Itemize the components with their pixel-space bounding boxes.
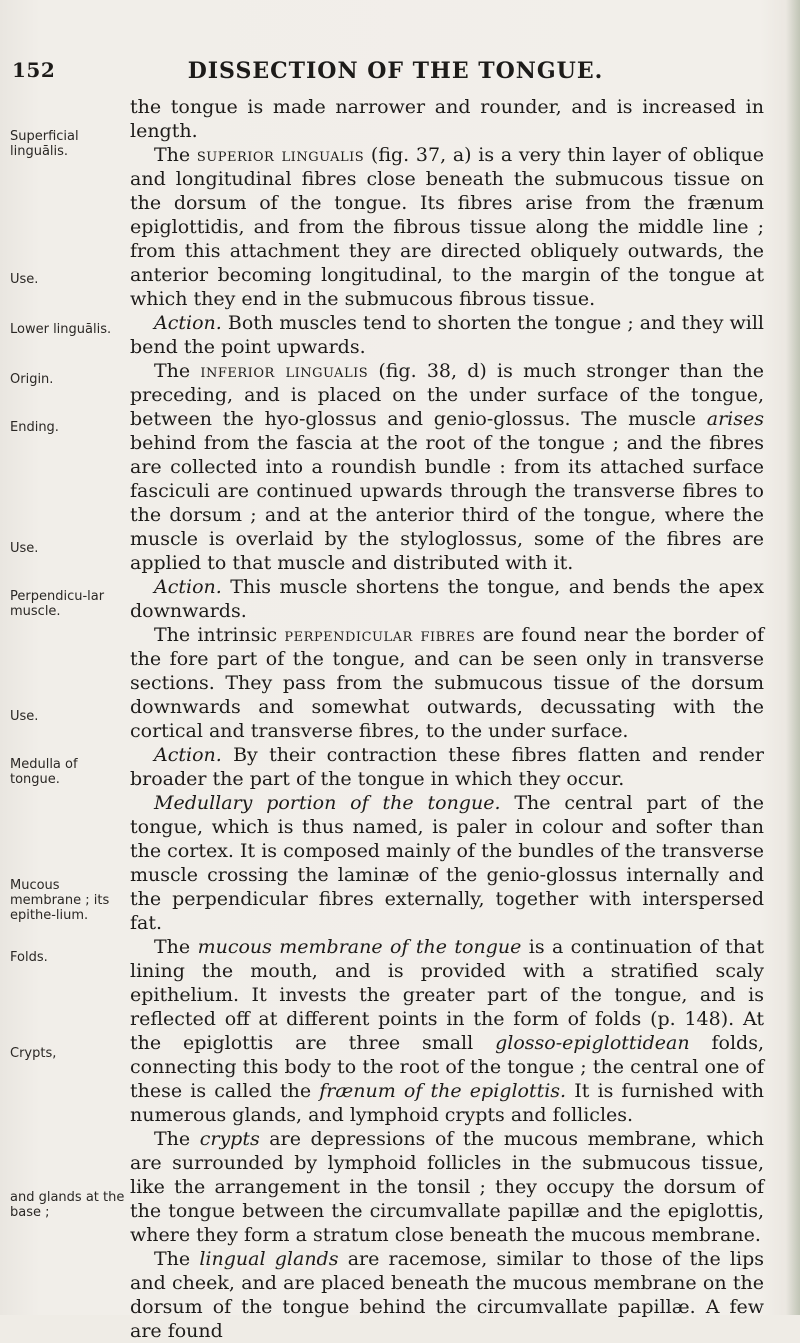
paragraph: Action. By their contraction these fibres flatten and render broader the part of the tongue in which they occur. — [130, 744, 764, 790]
margin-note-glands: and glands at the base ; — [10, 1190, 125, 1220]
margin-note-use: Use. — [10, 541, 39, 556]
margin-note-use: Use. — [10, 272, 39, 287]
margin-note-crypts: Crypts, — [10, 1046, 57, 1061]
paragraph: The superior lingualis (fig. 37, a) is a very thin layer of oblique and longitudinal fibres close beneath the submucous tissue on the dorsum of the tongue. Its fibres arise from the frænum epiglottidis, and from the fibrous tissue along the middle line ; from this attachment they are directed obliquely outwards, the anterior becoming longitudinal, to the margin of the tongue at which they end in the submucous fibrous tissue. — [130, 144, 765, 310]
margin-note-medulla: Medulla of tongue. — [10, 757, 78, 787]
running-head: DISSECTION OF THE TONGUE. — [187, 58, 604, 84]
paragraph: Action. Both muscles tend to shorten the tongue ; and they will bend the point upwards. — [130, 312, 764, 358]
paragraph: The lingual glands are racemose, similar to those of the lips and cheek, and are placed beneath the mucous membrane on the dorsum of the tongue behind the circumvallate papillæ. A few are found — [130, 1248, 764, 1342]
paragraph: The mucous membrane of the tongue is a continuation of that lining the mouth, and is provided with a stratified scaly epithelium. It invests the greater part of the tongue, and is reflected off at different points in the form of folds (p. 148). At the epiglottis are three small glosso-epiglottidean folds, connecting this body to the root of the tongue ; the central one of these is called the frænum of the epiglottis. It is furnished with numerous glands, and lymphoid crypts and follicles. — [130, 936, 764, 1126]
margin-note-folds: Folds. — [10, 950, 48, 965]
margin-note-mucous: Mucous membrane ; its epithe-lium. — [10, 878, 110, 923]
paragraph: The inferior lingualis (fig. 38, d) is much stronger than the preceding, and is placed on the under surface of the tongue, between the hyo-glossus and genio-glossus. The muscle arises behind from the fascia at the root of the tongue ; and the fibres are collected into a roundish bundle : from its attached surface fasciculi are continued upwards through the transverse fibres to the dorsum ; and at the anterior third of the tongue, where the muscle is overlaid by the styloglossus, some of the fibres are applied to that muscle and distributed with it. — [130, 360, 765, 574]
margin-note-ending: Ending. — [10, 420, 59, 435]
paragraph: The intrinsic perpendicular fibres are found near the border of the fore part of the tongue, and can be seen only in transverse sections. They pass from the submucous tissue of the dorsum downwards and somewhat outwards, decussating with the cortical and transverse fibres, to the under surface. — [130, 624, 764, 742]
margin-note-use: Use. — [10, 709, 39, 724]
margin-note-perpendicular: Perpendicu-lar muscle. — [10, 589, 105, 619]
body-text — [130, 95, 764, 1343]
paragraph: The crypts are depressions of the mucous membrane, which are surrounded by lymphoid follicles in the submucous tissue, like the arrangement in the tonsil ; they occupy the dorsum of the tongue between the circumvallate papillæ and the epiglottis, where they form a stratum close beneath the mucous membrane. — [130, 1128, 764, 1246]
page-number: 152 — [12, 58, 56, 82]
paragraph: Medullary portion of the tongue. The central part of the tongue, which is thus named, is paler in colour and softer than the cortex. It is composed mainly of the bundles of the transverse muscle crossing the laminæ of the genio-glossus internally and the perpendicular fibres externally, together with interspersed fat. — [130, 792, 764, 934]
page-header — [8, 58, 783, 88]
margin-note-lower: Lower linguālis. — [10, 322, 112, 337]
paragraph: the tongue is made narrower and rounder, and is increased in length. — [130, 96, 764, 142]
page-edge-shadow — [786, 0, 800, 1315]
margin-note-superficial: Superficial linguālis. — [10, 129, 79, 159]
margin-note-origin: Origin. — [10, 372, 54, 387]
paragraph: Action. This muscle shortens the tongue, and bends the apex downwards. — [130, 576, 764, 622]
